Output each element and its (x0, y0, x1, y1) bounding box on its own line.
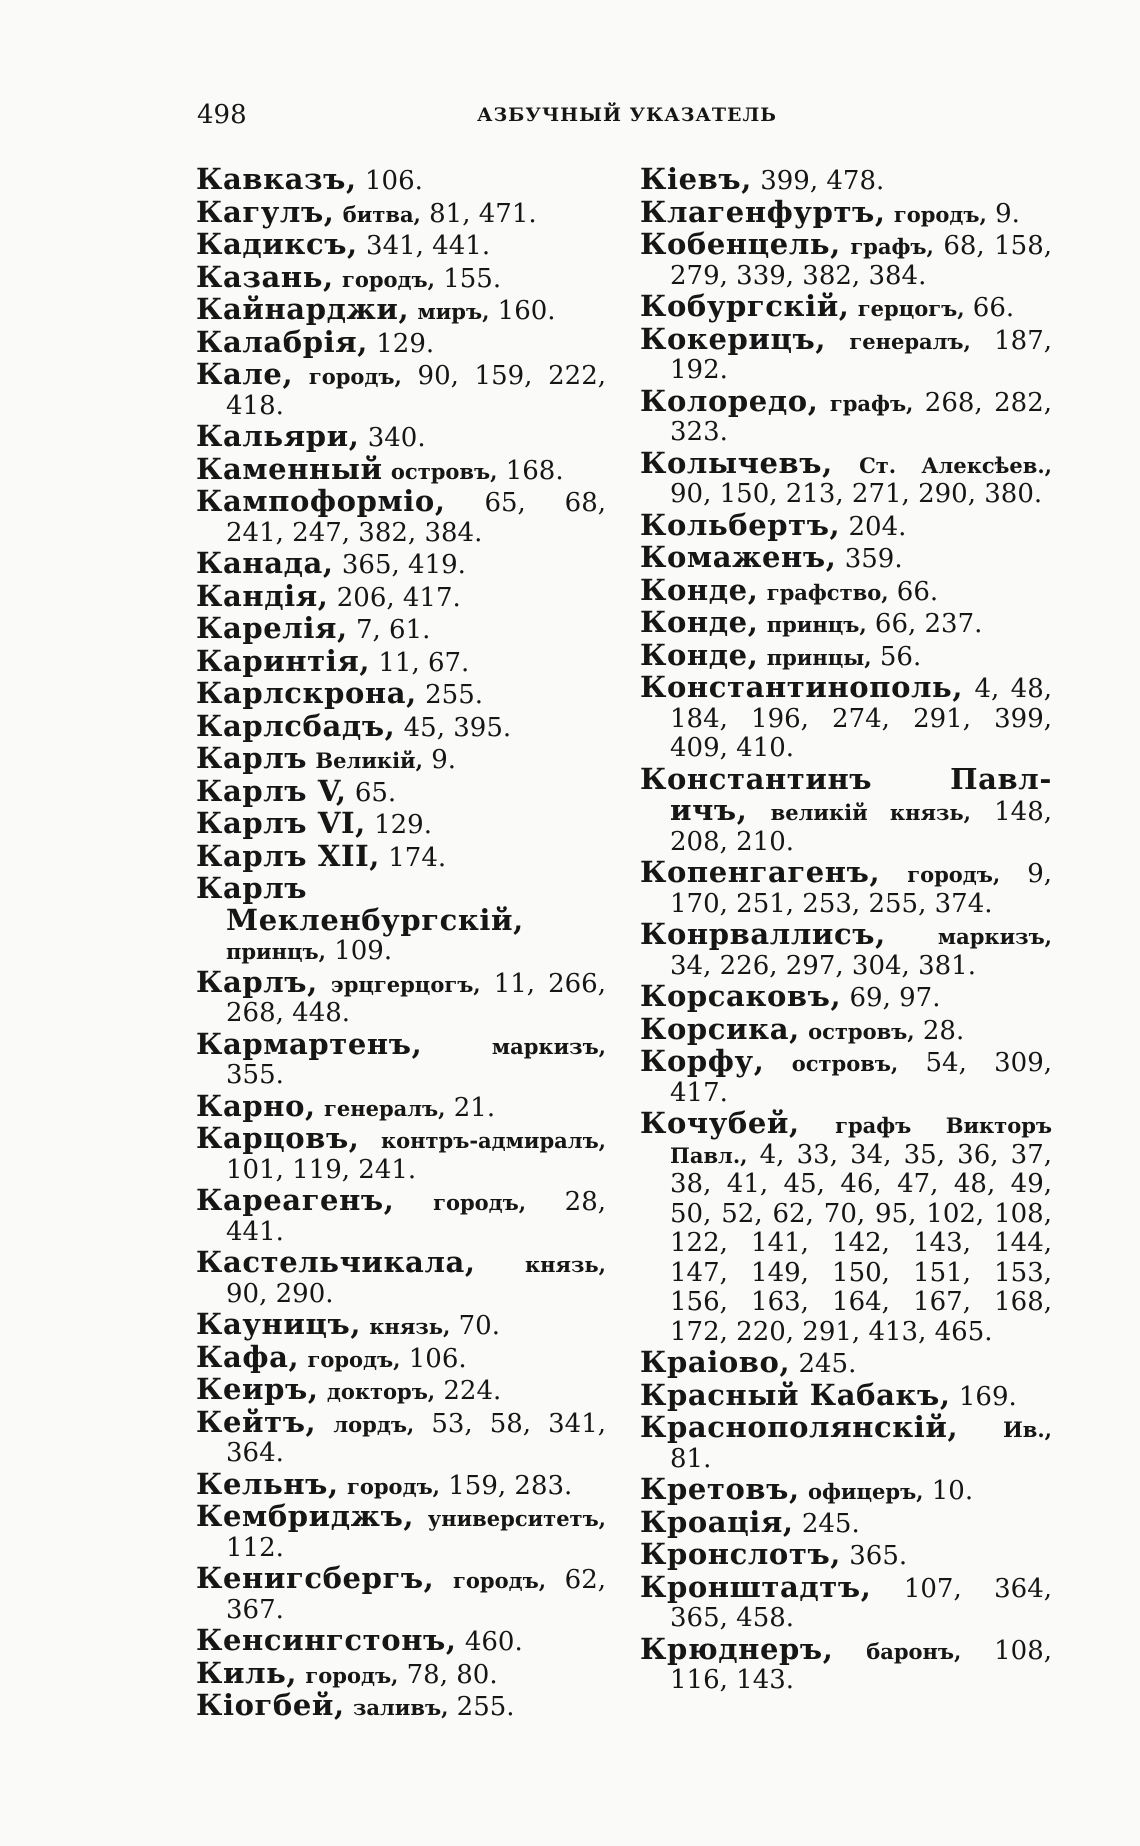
index-term: Канада, (196, 546, 334, 580)
index-column-right (640, 162, 1053, 1697)
index-descriptor: островъ, (808, 1018, 915, 1044)
index-entry (640, 605, 1052, 640)
index-page-refs: 108, 116, 143. (670, 1635, 1053, 1695)
index-page-refs: 62, 367. (226, 1565, 607, 1625)
index-page-refs: 159, 283. (448, 1470, 573, 1501)
index-entry (196, 1183, 607, 1247)
index-entry (640, 383, 1052, 448)
index-entry (640, 1410, 1052, 1474)
index-entry (196, 643, 606, 679)
index-page-refs: 101, 119, 241. (226, 1154, 417, 1185)
index-page-refs: 365. (849, 1541, 908, 1571)
index-entry (640, 1504, 1052, 1540)
index-page-refs: 174. (388, 842, 447, 873)
index-term: Крюднеръ, (640, 1631, 834, 1666)
index-entry (640, 321, 1053, 386)
index-descriptor: Ив., (1002, 1417, 1052, 1442)
index-term: Кейтъ, (196, 1404, 317, 1439)
index-entry (640, 1011, 1052, 1047)
index-entry (640, 507, 1052, 543)
index-descriptor: принцъ, (766, 612, 867, 637)
index-entry (196, 546, 606, 581)
index-term: Кольбертъ, (640, 507, 841, 542)
index-entry (196, 259, 606, 295)
index-page-refs: 28, 441. (226, 1187, 607, 1247)
index-page-refs: 34, 226, 297, 304, 381. (670, 950, 976, 981)
index-descriptor: городъ, (307, 1346, 401, 1372)
index-term: Клагенфуртъ, (640, 194, 886, 229)
index-page-refs: 70. (458, 1311, 500, 1341)
index-term: Конде, (640, 572, 759, 607)
index-descriptor: контръ-адмиралъ, (380, 1128, 606, 1153)
index-column-left (196, 162, 607, 1724)
index-descriptor: Ст. Алексѣев., (859, 452, 1052, 478)
index-term: Кроація, (640, 1504, 794, 1539)
index-entry (196, 357, 607, 421)
index-page-refs: 9. (995, 198, 1020, 229)
index-page-refs: 155. (443, 263, 502, 294)
index-page-refs: 53, 58, 341, 364. (226, 1408, 607, 1468)
index-page-refs: 81. (670, 1443, 712, 1474)
index-descriptor: городъ, (308, 364, 402, 389)
running-title: АЗБУЧНЫЙ УКАЗАТЕЛЬ (477, 104, 777, 126)
index-term: Краснополянскій, (640, 1410, 959, 1444)
page-header (197, 100, 1067, 134)
index-page-refs: 460. (464, 1627, 523, 1657)
index-term: Константинополь, (640, 670, 964, 704)
index-page-refs: 11, 67. (378, 647, 470, 678)
index-page-refs: 45, 395. (403, 712, 512, 743)
index-page-refs: 9, 170, 251, 253, 255, 374. (670, 859, 1053, 919)
index-term: Карлъ Мекленбургскій, (196, 871, 524, 937)
index-page-refs: 359. (844, 544, 903, 574)
index-term: Казань, (196, 259, 334, 294)
index-page-refs: 7, 61. (355, 615, 431, 645)
index-page-refs: 69, 97. (849, 983, 941, 1013)
index-term: Кочубей, (640, 1106, 800, 1140)
index-term: Корсика, (640, 1011, 800, 1046)
index-descriptor: князь, (369, 1314, 451, 1339)
index-entry (640, 194, 1052, 230)
index-entry (196, 773, 606, 809)
index-descriptor: князь, (524, 1252, 606, 1277)
index-page-refs: 365, 419. (341, 550, 466, 580)
index-entry (640, 289, 1052, 324)
index-term: Карно, (196, 1088, 316, 1123)
index-entry (196, 451, 606, 487)
index-page-refs: 54, 309, 417. (670, 1048, 1053, 1108)
index-page-refs: 65, 68, 241, 247, 382, 384. (226, 488, 607, 548)
index-descriptor: Великій, (315, 748, 423, 773)
index-page-refs: 68, 158, 279, 339, 382, 384. (670, 231, 1053, 291)
index-entry (196, 964, 606, 1029)
index-entry (196, 1245, 606, 1309)
index-page-refs: 65. (354, 777, 397, 808)
index-entry (196, 676, 606, 711)
index-term: Карлъ V, (196, 773, 347, 808)
index-descriptor: генералъ, (849, 328, 971, 354)
index-term: Кеиръ, (196, 1372, 319, 1406)
index-page-refs: 255. (456, 1692, 515, 1722)
index-page-refs: 106. (408, 1343, 467, 1374)
index-descriptor: офицеръ, (807, 1479, 924, 1504)
index-page-refs: 255. (425, 680, 483, 710)
index-entry (640, 917, 1052, 981)
index-page-refs: 224. (443, 1376, 502, 1406)
index-entry (196, 292, 606, 327)
index-page-refs: 78, 80. (406, 1659, 498, 1690)
index-entry (640, 1631, 1053, 1696)
index-term: Кельнъ, (196, 1466, 339, 1501)
index-entry (196, 1307, 606, 1342)
index-descriptor: городъ, (433, 1190, 527, 1215)
index-entry (196, 194, 606, 230)
index-entry (196, 1688, 606, 1723)
index-descriptor: принцъ, (226, 939, 326, 964)
index-term: Кронштадтъ, (640, 1569, 872, 1604)
index-term: Карлскрона, (196, 676, 417, 710)
index-entry (640, 1345, 1052, 1380)
index-entry (640, 1537, 1052, 1572)
index-page-refs: 204. (848, 511, 907, 542)
index-descriptor: городъ, (305, 1662, 399, 1688)
index-term: Кармартенъ, (196, 1026, 423, 1061)
index-page-refs: 187, 192. (670, 325, 1053, 385)
index-page-refs: 10. (931, 1476, 974, 1506)
index-entry (196, 1372, 606, 1407)
index-descriptor: городъ, (453, 1568, 547, 1593)
index-entry (640, 855, 1053, 919)
index-term: Карлъ (196, 741, 308, 775)
index-page-refs: 206, 417. (336, 582, 461, 613)
index-term: Кобенцель, (640, 227, 841, 261)
index-term: Красный Кабакъ, (640, 1377, 951, 1412)
index-entry (196, 227, 606, 262)
index-term: Кальяри, (196, 419, 360, 453)
index-entry (196, 419, 606, 454)
index-entry (196, 1026, 606, 1091)
index-term: Каменный (196, 451, 383, 486)
index-page-refs: 341, 441. (366, 231, 491, 261)
index-term: Кадиксъ, (196, 227, 358, 261)
index-descriptor: графъ Викторъ Павл., (670, 1113, 1052, 1168)
index-entry (640, 1472, 1052, 1507)
index-page-refs: 81, 471. (429, 198, 537, 229)
index-page-refs: 168. (505, 455, 564, 486)
index-entry (640, 540, 1052, 575)
index-term: Кенигсбергъ, (196, 1561, 435, 1595)
index-term: Карлъ VI, (196, 806, 366, 840)
index-entry (196, 708, 606, 744)
index-term: Комаженъ, (640, 540, 837, 574)
index-term: Кокерицъ, (640, 321, 827, 356)
index-entry (196, 162, 606, 197)
index-descriptor: заливъ, (352, 1695, 449, 1720)
index-entry (640, 979, 1052, 1014)
index-entry (640, 1377, 1052, 1413)
index-term: Кареагенъ, (196, 1183, 395, 1217)
index-term: Каринтія, (196, 643, 371, 678)
index-term: Кастельчикала, (196, 1245, 476, 1279)
index-page-refs: 9. (431, 745, 457, 775)
index-term: Кіогбей, (196, 1688, 345, 1722)
page-number: 498 (197, 100, 247, 130)
index-page-refs: 66, 237. (874, 609, 983, 639)
index-entry (196, 1404, 607, 1469)
index-entry (196, 611, 606, 646)
index-descriptor: герцогъ, (857, 296, 965, 321)
index-entry (196, 1655, 606, 1691)
index-page-refs: 245. (801, 1508, 860, 1539)
index-descriptor: островъ, (791, 1051, 899, 1076)
index-entry (640, 227, 1053, 291)
index-page-refs: 245. (798, 1349, 857, 1379)
index-descriptor: лордъ, (333, 1411, 415, 1437)
index-term: Копенгагенъ, (640, 855, 881, 889)
index-page-refs: 90, 159, 222, 418. (226, 361, 607, 421)
index-term: Кобургскій, (640, 289, 850, 323)
index-descriptor: миръ, (417, 299, 490, 324)
index-term: Карлъ, (196, 964, 318, 999)
index-page-refs: 4, 33, 34, 35, 36, 37, 38, 41, 45, 46, 47, 48, 49, 50, 52, 62, 70, 95, 102, 108, 122, 141, 142, 143, 144, 147, 149, 150, 151, 153, 156, 163, 164, 167, 168, 172, 220, 291, 413, 465. (670, 1139, 1053, 1347)
index-descriptor: городъ, (893, 201, 987, 227)
index-entry (196, 838, 606, 874)
index-term: Кретовъ, (640, 1472, 800, 1506)
index-descriptor: графство, (766, 579, 889, 605)
index-term: Кронслотъ, (640, 1537, 841, 1571)
index-page-refs: 129. (376, 328, 435, 359)
index-descriptor: принцы, (766, 644, 872, 670)
index-term: Кандія, (196, 578, 329, 613)
index-page-refs: 66. (972, 293, 1015, 323)
index-page-refs: 129. (374, 810, 432, 840)
index-entry (640, 572, 1052, 608)
index-page-refs: 56. (879, 641, 922, 672)
index-page-refs: 399, 478. (760, 166, 885, 196)
index-entry (196, 1499, 606, 1563)
index-descriptor: маркизъ, (937, 924, 1052, 949)
index-descriptor: городъ, (347, 1473, 440, 1499)
index-entry (196, 484, 607, 548)
index-entry (196, 1623, 606, 1658)
index-term: Корфу, (640, 1044, 765, 1078)
index-descriptor: университетъ, (427, 1506, 606, 1531)
index-page-refs: 109. (334, 936, 393, 966)
index-entry (640, 637, 1052, 673)
index-entry (640, 670, 1053, 764)
index-entry (640, 445, 1052, 510)
index-entry (640, 1044, 1053, 1108)
index-term: Кайнарджи, (196, 292, 410, 326)
index-descriptor: островъ, (390, 458, 498, 484)
index-entry (196, 324, 606, 360)
index-descriptor: графъ, (829, 390, 914, 416)
index-entry (196, 1339, 606, 1375)
index-term: Кагулъ, (196, 194, 335, 229)
index-descriptor: битва, (342, 201, 421, 227)
index-descriptor: маркизъ, (491, 1033, 606, 1059)
index-term: Калабрія, (196, 324, 368, 359)
index-descriptor: эрцгерцогъ, (330, 971, 481, 997)
index-page-refs: 11, 266, 268, 448. (226, 968, 606, 1028)
index-descriptor: городъ, (907, 862, 1001, 887)
index-term: Карелія, (196, 611, 348, 645)
index-page-refs: 148, 208, 210. (670, 797, 1053, 857)
index-entry (196, 578, 606, 614)
index-entry (640, 1569, 1052, 1634)
index-page-refs: 28. (922, 1015, 965, 1046)
index-entry (196, 1088, 606, 1124)
index-term: Конде, (640, 605, 759, 639)
index-page-refs: 90, 290. (226, 1278, 334, 1309)
index-term: Кавказъ, (196, 162, 357, 196)
index-term: Краіово, (640, 1345, 791, 1379)
index-entry (196, 871, 606, 967)
index-term: Константинъ Павл-ичъ, (640, 761, 1052, 827)
index-page-refs: 112. (226, 1532, 284, 1563)
index-page-refs: 107, 364, 365, 458. (670, 1573, 1052, 1633)
index-descriptor: баронъ, (866, 1638, 962, 1664)
index-entry (640, 162, 1052, 197)
index-page-refs: 340. (367, 423, 426, 453)
index-term: Кенсингстонъ, (196, 1623, 457, 1657)
index-entry (640, 761, 1053, 858)
index-entry (196, 1121, 606, 1185)
index-term: Карцовъ, (196, 1121, 360, 1155)
index-term: Кіевъ, (640, 162, 752, 196)
index-entry (196, 1561, 607, 1625)
index-term: Карлсбадъ, (196, 708, 396, 743)
index-page-refs: 355. (226, 1060, 284, 1090)
index-entry (640, 1106, 1053, 1347)
index-term: Кауницъ, (196, 1307, 362, 1341)
index-entry (196, 806, 606, 841)
index-page-refs: 106. (364, 166, 423, 196)
index-entry (196, 741, 606, 776)
index-page-refs: 4, 48, 184, 196, 274, 291, 399, 409, 410. (670, 674, 1053, 763)
index-descriptor: городъ, (341, 266, 435, 292)
index-term: Киль, (196, 1655, 298, 1690)
index-term: Колычевъ, (640, 445, 833, 480)
index-term: Конде, (640, 637, 759, 672)
index-descriptor: графъ, (850, 234, 934, 259)
index-entry (196, 1466, 606, 1502)
index-term: Кафа, (196, 1339, 300, 1374)
index-term: Кале, (196, 357, 294, 391)
index-page-refs: 90, 150, 213, 271, 290, 380. (670, 479, 1043, 509)
index-term: Кембриджъ, (196, 1499, 415, 1533)
index-descriptor: генералъ, (323, 1095, 446, 1121)
index-term: Кампоформіо, (196, 484, 446, 518)
index-page-refs: 160. (497, 296, 556, 326)
index-page-refs: 169. (958, 1381, 1017, 1412)
index-term: Конрваллисъ, (640, 917, 886, 951)
index-page-refs: 268, 282, 323. (670, 387, 1052, 447)
index-descriptor: великій князь, (770, 800, 971, 825)
index-page-refs: 66. (896, 576, 939, 607)
index-term: Колоредо, (640, 383, 819, 418)
index-page-refs: 21. (453, 1092, 496, 1123)
index-descriptor: докторъ, (326, 1379, 436, 1404)
index-term: Корсаковъ, (640, 979, 842, 1013)
index-term: Карлъ XII, (196, 838, 380, 873)
